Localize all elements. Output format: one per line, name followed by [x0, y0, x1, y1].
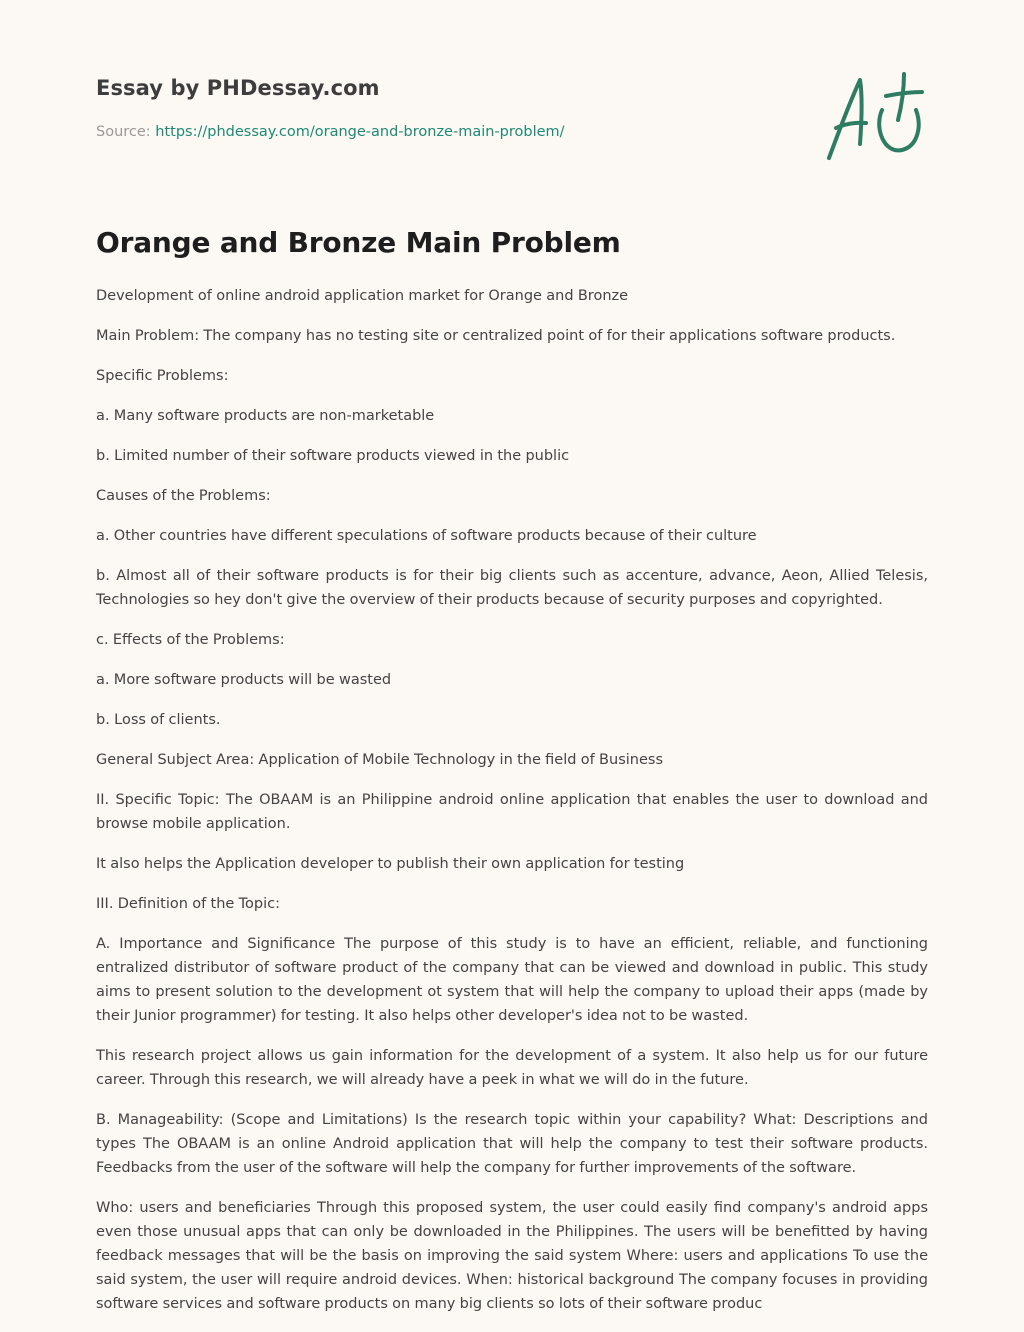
- paragraph: Main Problem: The company has no testing site or centralized point of for their applications software products.: [96, 328, 896, 344]
- paragraph: This research project allows us gain information for the development of a system. It also help us for our future career. Through this research, we will already have a peek in what we will do in the future.: [96, 1048, 928, 1088]
- paragraph: b. Limited number of their software products viewed in the public: [96, 448, 570, 464]
- paragraph: a. Many software products are non-marketable: [96, 408, 435, 424]
- paragraph: b. Almost all of their software products is for their big clients such as accenture, advance, Aeon, Allied Telesis, Technologies so hey don't give the overview of their products because of security purposes and copyrighted.: [96, 568, 928, 608]
- document-title: Orange and Bronze Main Problem: [96, 226, 621, 259]
- paragraph: Specific Problems:: [96, 368, 229, 384]
- paragraph: III. Definition of the Topic:: [96, 896, 281, 912]
- source-link[interactable]: https://phdessay.com/orange-and-bronze-main-problem/: [155, 124, 565, 140]
- source-label: Source:: [96, 124, 151, 140]
- paragraph: Development of online android application market for Orange and Bronze: [96, 288, 629, 304]
- paragraph: Causes of the Problems:: [96, 488, 271, 504]
- paragraph: It also helps the Application developer to publish their own application for testing: [96, 856, 685, 872]
- a-plus-logo-icon: [826, 68, 926, 164]
- site-title: Essay by PHDessay.com: [96, 76, 380, 100]
- paragraph: B. Manageability: (Scope and Limitations) Is the research topic within your capability? What: Descriptions and types The OBAAM is an online Android application that will help the company to test their software products. Feedbacks from the user of the software will help the company for further improvements of the software.: [96, 1112, 928, 1176]
- paragraph: a. Other countries have different speculations of software products because of their culture: [96, 528, 757, 544]
- source-line: [96, 124, 565, 140]
- paragraph: II. Specific Topic: The OBAAM is an Philippine android online application that enables the user to download and browse mobile application.: [96, 792, 928, 832]
- essay-body: [96, 284, 928, 1332]
- paragraph: A. Importance and Significance The purpose of this study is to have an efficient, reliable, and functioning entralized distributor of software product of the company that can be viewed and download in public. This study aims to present solution to the development ot system that will help the company to upload their apps (made by their Junior programmer) for testing. It also helps other developer's idea not to be wasted.: [96, 936, 928, 1024]
- paragraph: c. Effects of the Problems:: [96, 632, 285, 648]
- paragraph: b. Loss of clients.: [96, 712, 221, 728]
- paragraph: Who: users and beneficiaries Through this proposed system, the user could easily find company's android apps even those unusual apps that can only be downloaded in the Philippines. The users will be benefitted by having feedback messages that will be the basis on improving the said system Where: users and applications To use the said system, the user will require android devices. When: historical background The company focuses in providing software services and software products on many big clients so lots of their software produc: [96, 1200, 928, 1312]
- paragraph: General Subject Area: Application of Mobile Technology in the field of Business: [96, 752, 664, 768]
- paragraph: a. More software products will be wasted: [96, 672, 392, 688]
